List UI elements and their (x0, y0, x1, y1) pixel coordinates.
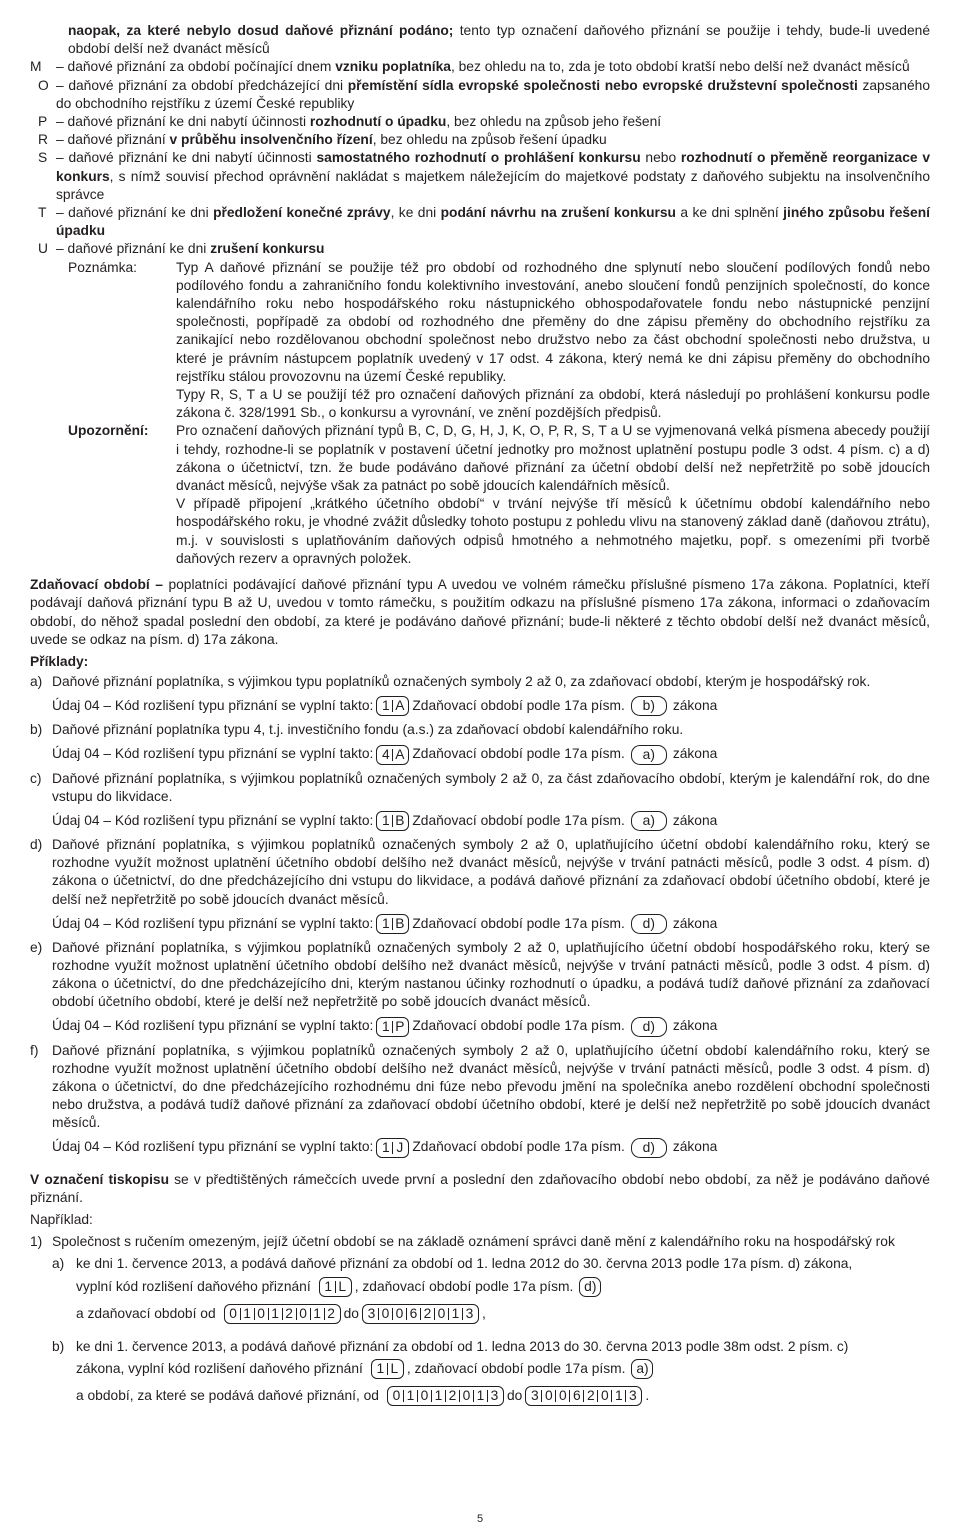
kod-box (376, 914, 409, 934)
do-label: do (343, 1305, 359, 1321)
kod-box (371, 1359, 404, 1379)
kod-letter: A (395, 746, 405, 762)
sub-letter: b) (52, 1338, 65, 1354)
date-digit: 2 (283, 1308, 297, 1320)
warning-label: Upozornění: (68, 423, 149, 439)
tiskopis-paragraph (30, 1171, 930, 1207)
sub-letter: a) (52, 1256, 65, 1272)
do-label: do (506, 1388, 523, 1404)
pismeno-box: a) (631, 811, 667, 831)
code-m (30, 58, 930, 76)
zdan-label: , zdaňovací období podle 17a písm. (406, 1361, 626, 1377)
kod-box (376, 745, 409, 765)
udaj-line (52, 1137, 930, 1159)
code-letter: S (38, 150, 48, 166)
kod-letter: L (390, 1361, 399, 1377)
kod-digit: 1 (379, 815, 393, 827)
zdan-label: Zdaňovací období podle 17a písm. (412, 812, 625, 828)
zdanovaci-obdobi-paragraph (30, 576, 930, 649)
kod-line (76, 1356, 930, 1383)
zdan-label: , zdaňovací období podle 17a písm. (354, 1278, 574, 1294)
text: , bez ohledu na způsob jeho řešení (446, 114, 662, 130)
poznamka-note (68, 259, 930, 423)
date-digit: 1 (311, 1308, 325, 1320)
upozorneni-note (68, 422, 930, 568)
text: nebo (640, 150, 681, 166)
text: , ke dni (390, 205, 441, 221)
zdan-label: Zdaňovací období podle 17a písm. (412, 1139, 625, 1155)
udaj-line (52, 744, 930, 766)
pismeno-box: d) (631, 914, 667, 934)
text: , bez ohledu na to, zda je toto období kratší nebo delší než dvanáct měsíců (450, 59, 910, 75)
pismeno-box: a) (631, 1359, 653, 1379)
example-text: Daňové přiznání poplatníka, s výjimkou poplatníků označených symboly 2 až 0, uplatňujícího účetní období kalendářního roku, který se rozhodne využít možnost uplatnění účetního období delšího než dvanáct měsíců, nejvýše v trvání patnácti měsíců, podle 3 odst. 4 písm. d) zákona o účetnictví, do dne předcházejícího rozhodnému dni fúze nebo převodu jmění na společníka anebo rozdělení obchodní společnosti nebo družstva, a podává tudíž daňové přiznání za zdaňovací období účetního období, které je delší než nepřetržitě po sobě jdoucích dvanáct měsíců. (52, 1042, 930, 1131)
date-digit: 0 (379, 1308, 393, 1320)
text: daňové přiznání za období předcházející dni (68, 77, 348, 93)
example-text: Daňové přiznání poplatníka typu 4, t.j. investičního fondu (a.s.) za zdaňovací období kalendářního roku. (52, 722, 684, 738)
code-u (38, 240, 930, 258)
code-n-continuation (68, 22, 930, 58)
kod-label: zákona, vyplní kód rozlišení daňového přiznání (76, 1361, 363, 1377)
example-item (30, 721, 930, 739)
text: daňové přiznání ke dni (68, 205, 214, 221)
date-digit: 1 (269, 1308, 283, 1320)
code-letter: U (38, 241, 48, 257)
item-number: 1) (30, 1234, 43, 1250)
udaj-line (52, 695, 930, 717)
zakona-label: zákona (672, 1018, 718, 1034)
warning-paragraph: V případě připojení „krátkého účetního období“ v trvání nejvýše tří měsíců k účetnímu období kalendářního nebo hospodářského roku, je vhodné zvážit důsledky tohoto postupu z pohledu vlivu na stanovený základ daně (daňovou ztrátu), m.j. v souvislosti s uplatňováním daňových odpisů hmotného a nehmotného majetku, popř. s omezeními při tvorbě daňových rezerv a opravných položek. (176, 496, 930, 566)
code-letter: P (38, 114, 48, 130)
date-from-box (387, 1386, 504, 1406)
text: daňové přiznání ke dni nabytí účinnosti (67, 114, 310, 130)
kod-digit: 1 (374, 1363, 388, 1375)
sub-text: ke dni 1. července 2013, a podává daňové přiznání za období od 1. ledna 2013 do 30. června 2013 podle 38m odst. 2 písm. c) (76, 1338, 849, 1354)
code-text: – daňové přiznání za období předcházející dni přemístění sídla evropské společnosti nebo evropské družstevní společnosti zapsaného do obchodního rejstříku z území České republiky (56, 77, 930, 111)
text: , s nímž souvisí přechod oprávnění nakládat s majetkem náležejícím do majetkové podstaty z daňového subjektu na insolvenčního správce (56, 168, 930, 202)
kod-letter: J (396, 1139, 404, 1155)
code-letter: O (38, 77, 49, 93)
date-digit: 3 (465, 1306, 474, 1322)
punct: , (481, 1305, 486, 1321)
example-item (30, 939, 930, 1012)
date-digit: 0 (556, 1390, 570, 1402)
date-digit: 3 (365, 1308, 379, 1320)
pismeno-box: d) (631, 1017, 667, 1037)
sub-text: ke dni 1. července 2013, a podává daňové přiznání za období od 1. ledna 2012 do 30. června 2013 podle 17a písm. d) zákona, (76, 1256, 853, 1272)
date-digit: 1 (404, 1390, 418, 1402)
code-r (38, 131, 930, 149)
warning-body (176, 422, 930, 568)
bold-text: zrušení konkursu (210, 241, 325, 257)
udaj-label: Údaj 04 – Kód rozlišení typu přiznání se vyplní takto: (52, 915, 374, 931)
kod-digit: 1 (379, 1142, 393, 1154)
bold-text: přemístění sídla evropské společnosti nebo evropské družstevní společnosti (347, 77, 858, 93)
date-digit: 1 (612, 1390, 626, 1402)
code-letter: M (30, 59, 42, 75)
udaj-line (52, 810, 930, 832)
date-digit: 2 (446, 1390, 460, 1402)
example-letter: d) (30, 836, 43, 852)
date-digit: 6 (407, 1308, 421, 1320)
kod-letter: L (338, 1279, 347, 1295)
n-bold: naopak, za které nebylo dosud daňové přiznání podáno; (68, 23, 454, 38)
code-text: – daňové přiznání v průběhu insolvenčního řízení, bez ohledu na způsob řešení úpadku (56, 132, 607, 148)
bold-text: V označení tiskopisu (30, 1171, 170, 1187)
zdan-label: Zdaňovací období podle 17a písm. (412, 1018, 625, 1034)
bold-text: rozhodnutí o úpadku (309, 114, 447, 130)
udaj-label: Údaj 04 – Kód rozlišení typu přiznání se vyplní takto: (52, 698, 374, 714)
date-digit: 2 (327, 1306, 335, 1322)
obdobi-line (76, 1383, 930, 1410)
text: se v předtištěných rámečcích uvede první a poslední den zdaňovacího období nebo období, za něž je podáváno daňové přiznání. (30, 1171, 930, 1205)
date-digit: 0 (418, 1390, 432, 1402)
kod-letter: P (395, 1018, 405, 1034)
bold-text: v průběhu insolvenčního řízení (169, 132, 373, 148)
sub-body (76, 1338, 930, 1410)
code-text: – daňové přiznání ke dni nabytí účinnosti samostatného rozhodnutí o prohlášení konkursu nebo rozhodnutí o přeměně reorganizace v konkurs, s nímž souvisí přechod oprávnění nakládat s majetkem náležejícím do majetkové podstaty z daňového subjektu na insolvenčního správce (56, 150, 930, 202)
sub-body (76, 1255, 930, 1327)
zdan-label: Zdaňovací období podle 17a písm. (412, 698, 625, 714)
kod-box (376, 696, 409, 716)
bold-text: rozhodnutí o přeměně reorganizace v konkurs (56, 150, 930, 184)
example-text: Daňové přiznání poplatníka, s výjimkou typu poplatníků označených symboly 2 až 0, za zdaňovací období, kterým je hospodářský rok. (52, 674, 871, 690)
zakona-label: zákona (672, 1139, 718, 1155)
date-digit: 0 (598, 1390, 612, 1402)
page-number: 5 (476, 1513, 484, 1525)
date-digit: 6 (570, 1390, 584, 1402)
text: poplatníci podávající daňové přiznání typu A uvedou ve volném rámečku příslušné písmeno 17a zákona. Poplatníci, kteří podávají daňová přiznání typu B až U, uvedou v tomto rámečku, s použitím odkazu na příslušné písmeno 17a zákona, informaci o zdaňovacím období, do něhož spadal poslední den období, za které je podáváno daňové přiznání; bude-li některé z těchto období delší než dvanáct měsíců, uvede se odkaz na písm. d) 17a zákona. (30, 577, 931, 647)
example-text: Daňové přiznání poplatníka, s výjimkou poplatníků označených symboly 2 až 0, uplatňujícího účetní období kalendářního roku, který se rozhodne využít možnost uplatnění účetního období delšího než dvanáct měsíců, nejvýše v trvání patnácti měsíců, podle 3 odst. 4 písm. d) zákona o účetnictví, do dne předcházejícího dni vstupu do likvidace, a podává daňové přiznání za zdaňovací období účetního období, které je delší než nepřetržitě po sobě jdoucích dvanáct měsíců. (52, 836, 930, 907)
example-letter: e) (30, 939, 43, 955)
date-digit: 2 (421, 1308, 435, 1320)
date-digit: 1 (449, 1308, 463, 1320)
pismeno-box: d) (579, 1277, 601, 1297)
dash: – (149, 577, 169, 593)
date-digit: 0 (435, 1308, 449, 1320)
udaj-label: Údaj 04 – Kód rozlišení typu přiznání se vyplní takto: (52, 812, 374, 828)
bold-text: vzniku poplatníka (335, 59, 451, 75)
date-digit: 3 (629, 1388, 637, 1404)
code-s (38, 149, 930, 204)
kod-digit: 1 (379, 700, 393, 712)
zakona-label: zákona (672, 746, 718, 762)
kod-box (376, 1017, 409, 1037)
kod-letter: B (395, 915, 405, 931)
kod-line (76, 1274, 930, 1301)
note-label: Poznámka: (68, 259, 138, 275)
note-body (176, 259, 930, 423)
kod-digit: 1 (379, 1021, 393, 1033)
date-from-box (224, 1304, 341, 1324)
udaj-label: Údaj 04 – Kód rozlišení typu přiznání se vyplní takto: (52, 1139, 374, 1155)
obdobi-label: a zdaňovací období od (76, 1305, 216, 1321)
date-digit: 2 (584, 1390, 598, 1402)
text: a ke dni splnění (675, 205, 784, 221)
date-digit: 0 (393, 1308, 407, 1320)
kod-box (376, 811, 409, 831)
text: daňové přiznání za období počínající dnem (67, 59, 336, 75)
note-paragraph: Typ A daňové přiznání se použije též pro období od rozhodného dne splynutí nebo sloučení podílových fondů nebo podílového fondu a zahraničního fondu kolektivního investování, anebo sloučení fondů penzijních společností, do konce kalendářního roku nebo hospodářského roku nástupnického obhospodařovatele fondu nebo nástupnické penzijní společnosti, popřípadě za období od rozhodného dne přeměny do dne zápisu přeměny do obchodního rejstříku za zanikající nebo rozdělovanou obchodní společnost nebo družstvo nebo za část obchodní společnosti nebo družstva, u které je právním nástupcem poplatník uvedený v 17 odst. 4 zákona, který nemá ke dni zápisu přeměny do obchodního rejstříku stálou provozovnu na území České republiky. (176, 259, 930, 384)
text: daňové přiznání (67, 132, 170, 148)
date-digit: 1 (241, 1308, 255, 1320)
pismeno-box: b) (631, 696, 667, 716)
example-letter: f) (30, 1042, 39, 1058)
code-text: – daňové přiznání za období počínající dnem vzniku poplatníka, bez ohledu na to, zda je toto období kratší nebo delší než dvanáct měsíců (56, 59, 910, 75)
example-text: Daňové přiznání poplatníka, s výjimkou poplatníků označených symboly 2 až 0, za část zdaňovacího období, kterým je kalendářní rok, do dne vstupu do likvidace. (52, 770, 930, 804)
n-text: tento typ označení daňového přiznání se použije i tehdy, bude-li uvedené období delší než dvanáct měsíců (68, 23, 930, 57)
kod-letter: A (395, 698, 405, 714)
item-text: Společnost s ručením omezeným, jejíž účetní období se na základě oznámení správci daně mění z kalendářního roku na hospodářský rok (52, 1234, 895, 1250)
date-digit: 0 (227, 1308, 241, 1320)
example-item (30, 770, 930, 806)
date-to-box (362, 1304, 479, 1324)
udaj-label: Údaj 04 – Kód rozlišení typu přiznání se vyplní takto: (52, 746, 374, 762)
date-to-box (525, 1386, 642, 1406)
kod-box (376, 1138, 409, 1158)
examples-heading (30, 653, 930, 671)
zdan-label: Zdaňovací období podle 17a písm. (412, 915, 625, 931)
example-letter: c) (30, 770, 42, 786)
zakona-label: zákona (672, 812, 718, 828)
heading-text: Příklady: (30, 653, 89, 669)
example-item (30, 1042, 930, 1133)
udaj-line (52, 1016, 930, 1038)
date-digit: 0 (297, 1308, 311, 1320)
example-item (30, 836, 930, 909)
bold-text: podání návrhu na zrušení konkursu (440, 205, 676, 221)
bold-text: jiného způsobu řešení úpadku (56, 205, 930, 239)
codes-section (30, 22, 930, 259)
examples-list (30, 673, 930, 1158)
text: , bez ohledu na způsob řešení úpadku (372, 132, 607, 148)
kod-digit: 1 (322, 1281, 336, 1293)
code-o (38, 77, 930, 113)
date-digit: 3 (528, 1390, 542, 1402)
punct: . (645, 1388, 650, 1404)
kod-digit: 1 (379, 918, 393, 930)
code-p (38, 113, 930, 131)
tiskopis-sub-b (52, 1338, 930, 1410)
date-digit: 1 (474, 1390, 488, 1402)
date-digit: 1 (432, 1390, 446, 1402)
kod-letter: B (395, 812, 405, 828)
kod-label: vyplní kód rozlišení daňového přiznání (76, 1278, 311, 1294)
kod-digit: 4 (379, 749, 393, 761)
obdobi-label: a období, za které se podává daňové přiznání, od (76, 1388, 379, 1404)
example-intro: Například: (30, 1211, 93, 1227)
code-letter: T (38, 205, 47, 221)
zdan-label: Zdaňovací období podle 17a písm. (412, 746, 625, 762)
tiskopis-item-1 (30, 1233, 930, 1251)
tiskopis-sub-a (52, 1255, 930, 1327)
bold-text: Zdaňovací období (30, 577, 150, 593)
text: zapsaného do obchodního rejstříku z území České republiky (56, 77, 930, 111)
zakona-label: zákona (672, 915, 718, 931)
date-digit: 0 (460, 1390, 474, 1402)
code-text: – daňové přiznání ke dni nabytí účinnosti rozhodnutí o úpadku, bez ohledu na způsob jeho řešení (56, 114, 662, 130)
code-text: – daňové přiznání ke dni předložení konečné zprávy, ke dni podání návrhu na zrušení konkursu a ke dni splnění jiného způsobu řešení úpadku (56, 205, 930, 239)
obdobi-line (76, 1301, 930, 1328)
kod-box (319, 1277, 352, 1297)
warning-paragraph: Pro označení daňových přiznání typů B, C, D, G, H, J, K, O, P, R, S, T a U se vyjmenovaná velká písmena abecedy použijí i tehdy, rozhodne-li se poplatník v postavení účetní jednotky pro možnost uplatnění postupu podle 3 odst. 4 písm. c) a d) zákona o účetnictví, tzn. že bude podáváno daňové přiznání za účetní období delší než nepřetržitě po sobě jdoucích dvanáct měsíců, nejvýše však za patnáct po sobě jdoucích kalendářních měsíců. (176, 423, 930, 494)
pismeno-box: a) (631, 745, 667, 765)
date-digit: 3 (490, 1388, 499, 1404)
udaj-line (52, 913, 930, 935)
code-t (38, 204, 930, 240)
udaj-label: Údaj 04 – Kód rozlišení typu přiznání se vyplní takto: (52, 1018, 374, 1034)
pismeno-box: d) (631, 1138, 667, 1158)
example-letter: b) (30, 722, 43, 738)
date-digit: 0 (255, 1308, 269, 1320)
text: daňové přiznání ke dni (67, 241, 211, 257)
example-item (30, 673, 930, 691)
zakona-label: zákona (672, 698, 718, 714)
text: daňové přiznání ke dni nabytí účinnosti (68, 150, 317, 166)
example-text: Daňové přiznání poplatníka, s výjimkou poplatníků označených symboly 2 až 0, uplatňujícího účetní období hospodářského roku, který se rozhodne využít možnost uplatnění účetního období delšího než dvanáct měsíců, nejvýše v trvání patnácti měsíců, podle 3 odst. 4 písm. d) zákona o účetnictví, do dne předcházejícího dni, kterým nastanou účinky rozhodnutí o úpadku, a podává tudíž daňové přiznání za zdaňovací období účetního období, které je delší než nepřetržitě po sobě jdoucích dvanáct měsíců. (52, 939, 930, 1010)
bold-text: samostatného rozhodnutí o prohlášení konkursu (316, 150, 641, 166)
date-digit: 0 (390, 1390, 404, 1402)
note-paragraph: Typy R, S, T a U se použijí též pro označení daňových přiznání za období, která následují po prohlášení konkursu podle zákona č. 328/1991 Sb., o konkursu a vyrovnání, ve znění pozdějších předpisů. (176, 387, 930, 421)
example-letter: a) (30, 674, 43, 690)
code-letter: R (38, 132, 48, 148)
bold-text: předložení konečné zprávy (213, 205, 391, 221)
code-text: – daňové přiznání ke dni zrušení konkursu (56, 241, 325, 257)
date-digit: 0 (542, 1390, 556, 1402)
